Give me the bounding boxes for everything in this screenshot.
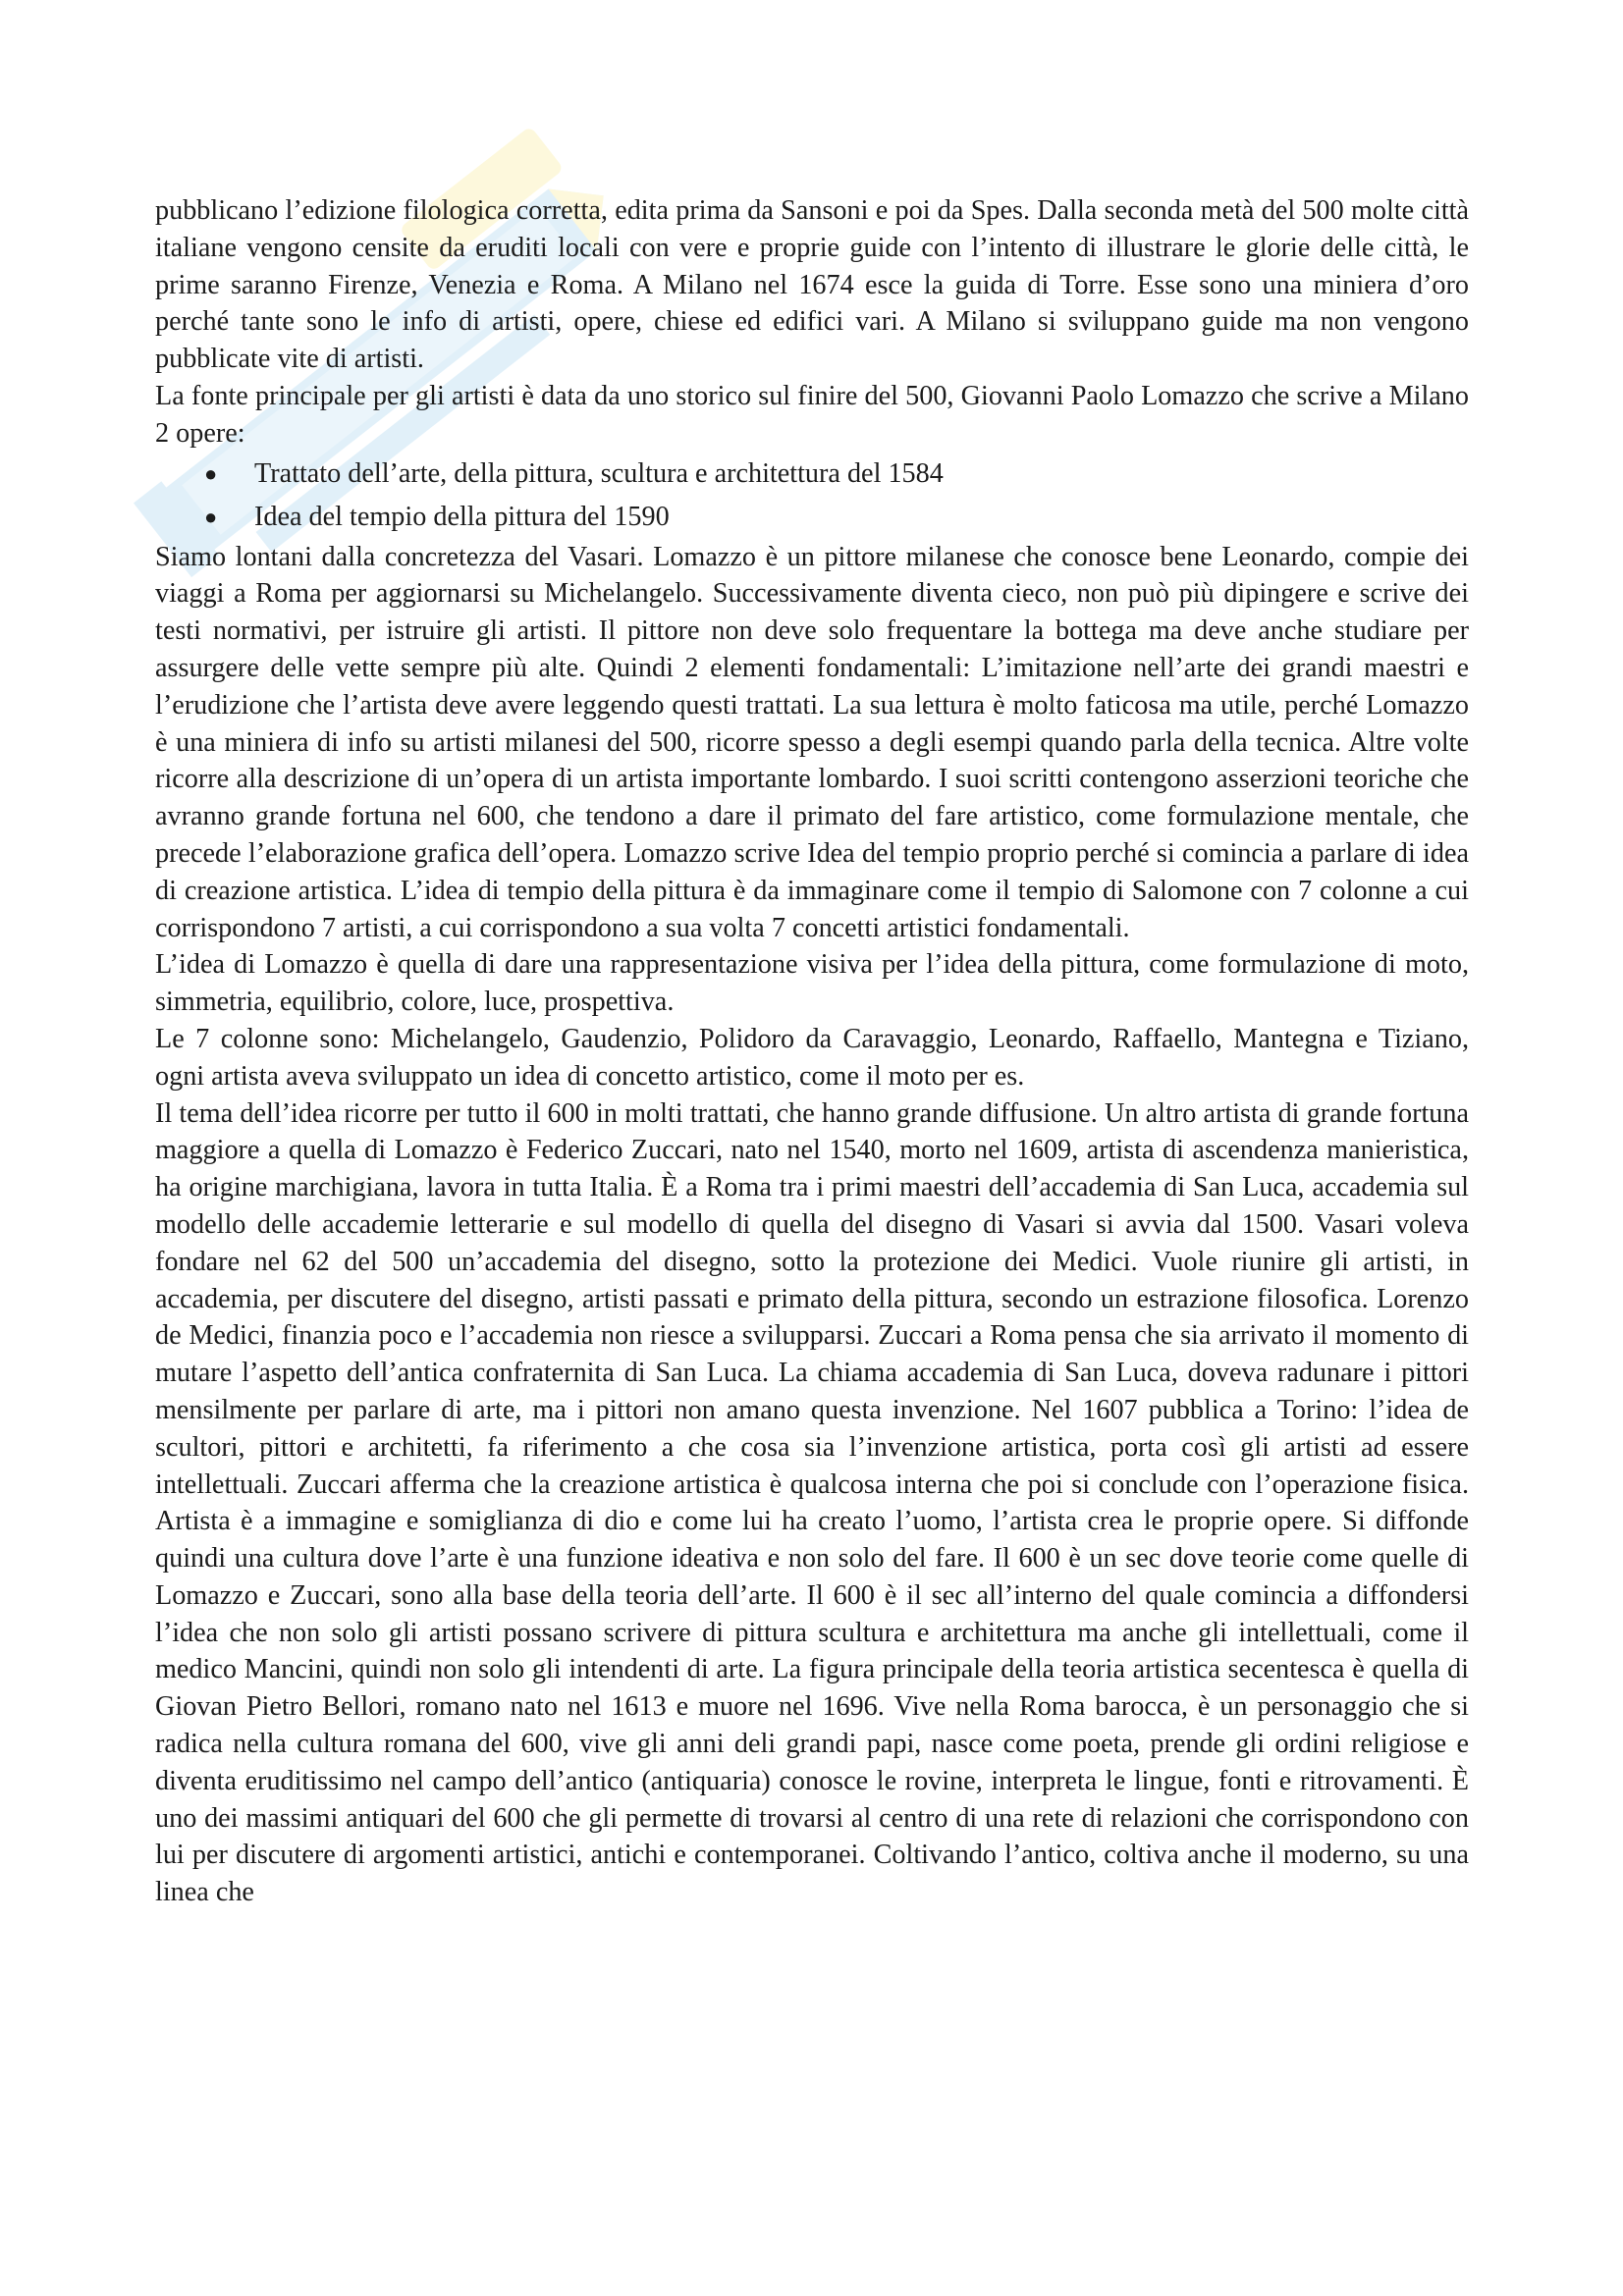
paragraph: Siamo lontani dalla concretezza del Vasari. Lomazzo è un pittore milanese che conosce bene Leonardo, compie dei viaggi a Roma per aggiornarsi su Michelangelo. Successivamente diventa cieco, non può più dipingere e scrive dei testi normativi, per istruire gli artisti. Il pittore non deve solo frequentare la bottega ma deve anche studiare per assurgere delle vette sempre più alte. Quindi 2 elementi fondamentali: L’imitazione nell’arte dei grandi maestri e l’erudizione che l’artista deve avere leggendo questi trattati. La sua lettura è molto faticosa ma utile, perché Lomazzo è una miniera di info su artisti milanesi del 500, ricorre spesso a degli esempi quando parla della tecnica. Altre volte ricorre alla descrizione di un’opera di un artista importante lombardo. I suoi scritti contengono asserzioni teoriche che avranno grande fortuna nel 600, che tendono a dare il primato del fare artistico, come formulazione mentale, che precede l’elaborazione grafica dell’opera. Lomazzo scrive Idea del tempio proprio perché si comincia a parlare di idea di creazione artistica. L’idea di tempio della pittura è da immaginare come il tempio di Salomone con 7 colonne a cui corrispondono 7 artisti, a cui corrispondono a sua volta 7 concetti artistici fondamentali. — [155, 541, 1469, 943]
bullet-list — [155, 453, 1469, 539]
paragraph: pubblicano l’edizione filologica corretta, edita prima da Sansoni e poi da Spes. Dalla seconda metà del 500 molte città italiane vengono censite da eruditi locali con vere e proprie guide con l’intento di illustrare le glorie delle città, le prime saranno Firenze, Venezia e Roma. A Milano nel 1674 esce la guida di Torre. Esse sono una miniera d’oro perché tante sono le info di artisti, opere, chiese ed edifici vari. A Milano si sviluppano guide ma non vengono pubblicate vite di artisti. — [155, 195, 1469, 375]
bullet-icon: ● — [204, 504, 218, 529]
paragraph: L’idea di Lomazzo è quella di dare una rappresentazione visiva per l’idea della pittura, come formulazione di moto, simmetria, equilibrio, colore, luce, prospettiva. — [155, 949, 1469, 1018]
bullet-icon: ● — [204, 460, 218, 486]
list-item-text: Idea del tempio della pittura del 1590 — [254, 501, 670, 532]
paragraph: Il tema dell’idea ricorre per tutto il 600 in molti trattati, che hanno grande diffusione. Un altro artista di grande fortuna maggiore a quella di Lomazzo è Federico Zuccari, nato nel 1540, morto nel 1609, artista di ascendenza manieristica, ha origine marchigiana, lavora in tutta Italia. È a Roma tra i primi maestri dell’accademia di San Luca, accademia sul modello delle accademie letterarie e sul modello di quella del disegno di Vasari si avvia dal 1500. Vasari voleva fondare nel 62 del 500 un’accademia del disegno, sotto la protezione dei Medici. Vuole riunire gli artisti, in accademia, per discutere del disegno, artisti passati e primato della pittura, secondo un estrazione filosofica. Lorenzo de Medici, finanzia poco e l’accademia non riesce a svilupparsi. Zuccari a Roma pensa che sia arrivato il momento di mutare l’aspetto dell’antica confraternita di San Luca. La chiama accademia di San Luca, doveva radunare i pittori mensilmente per parlare di arte, ma i pittori non amano questa invenzione. Nel 1607 pubblica a Torino: l’idea de scultori, pittori e architetti, fa riferimento a che cosa sia l’invenzione artistica, porta così gli artisti ad essere intellettuali. Zuccari afferma che la creazione artistica è qualcosa interna che poi si conclude con l’operazione fisica. Artista è a immagine e somiglianza di dio e come lui ha creato l’uomo, l’artista crea le proprie opere. Si diffonde quindi una cultura dove l’arte è una funzione ideativa e non solo del fare. Il 600 è un sec dove teorie come quelle di Lomazzo e Zuccari, sono alla base della teoria dell’arte. Il 600 è il sec all’interno del quale comincia a diffondersi l’idea che non solo gli artisti possano scrivere di pittura scultura e architettura ma anche gli intellettuali, come il medico Mancini, quindi non solo gli intendenti di arte. La figura principale della teoria artistica secentesca è quella di Giovan Pietro Bellori, romano nato nel 1613 e muore nel 1696. Vive nella Roma barocca, è un personaggio che si radica nella cultura romana del 600, vive gli anni deli grandi papi, nasce come poeta, prende gli ordini religiose e diventa eruditissimo nel campo dell’antico (antiquaria) conosce le rovine, interpreta le lingue, fonti e ritrovamenti. È uno dei massimi antiquari del 600 che gli permette di trovarsi al centro di una rete di relazioni che corrispondono con lui per discutere di argomenti artistici, antichi e contemporanei. Coltivando l’antico, coltiva anche il moderno, su una linea che — [155, 1097, 1469, 1908]
paragraph: Le 7 colonne sono: Michelangelo, Gaudenzio, Polidoro da Caravaggio, Leonardo, Raffaello, Mantegna e Tiziano, ogni artista aveva sviluppato un idea di concetto artistico, come il moto per es. — [155, 1023, 1469, 1092]
list-item — [155, 453, 1469, 496]
document-body — [155, 192, 1469, 1911]
list-item — [155, 496, 1469, 539]
paragraph: La fonte principale per gli artisti è data da uno storico sul finire del 500, Giovanni Paolo Lomazzo che scrive a Milano 2 opere: — [155, 380, 1469, 449]
list-item-text: Trattato dell’arte, della pittura, scultura e architettura del 1584 — [254, 457, 944, 489]
